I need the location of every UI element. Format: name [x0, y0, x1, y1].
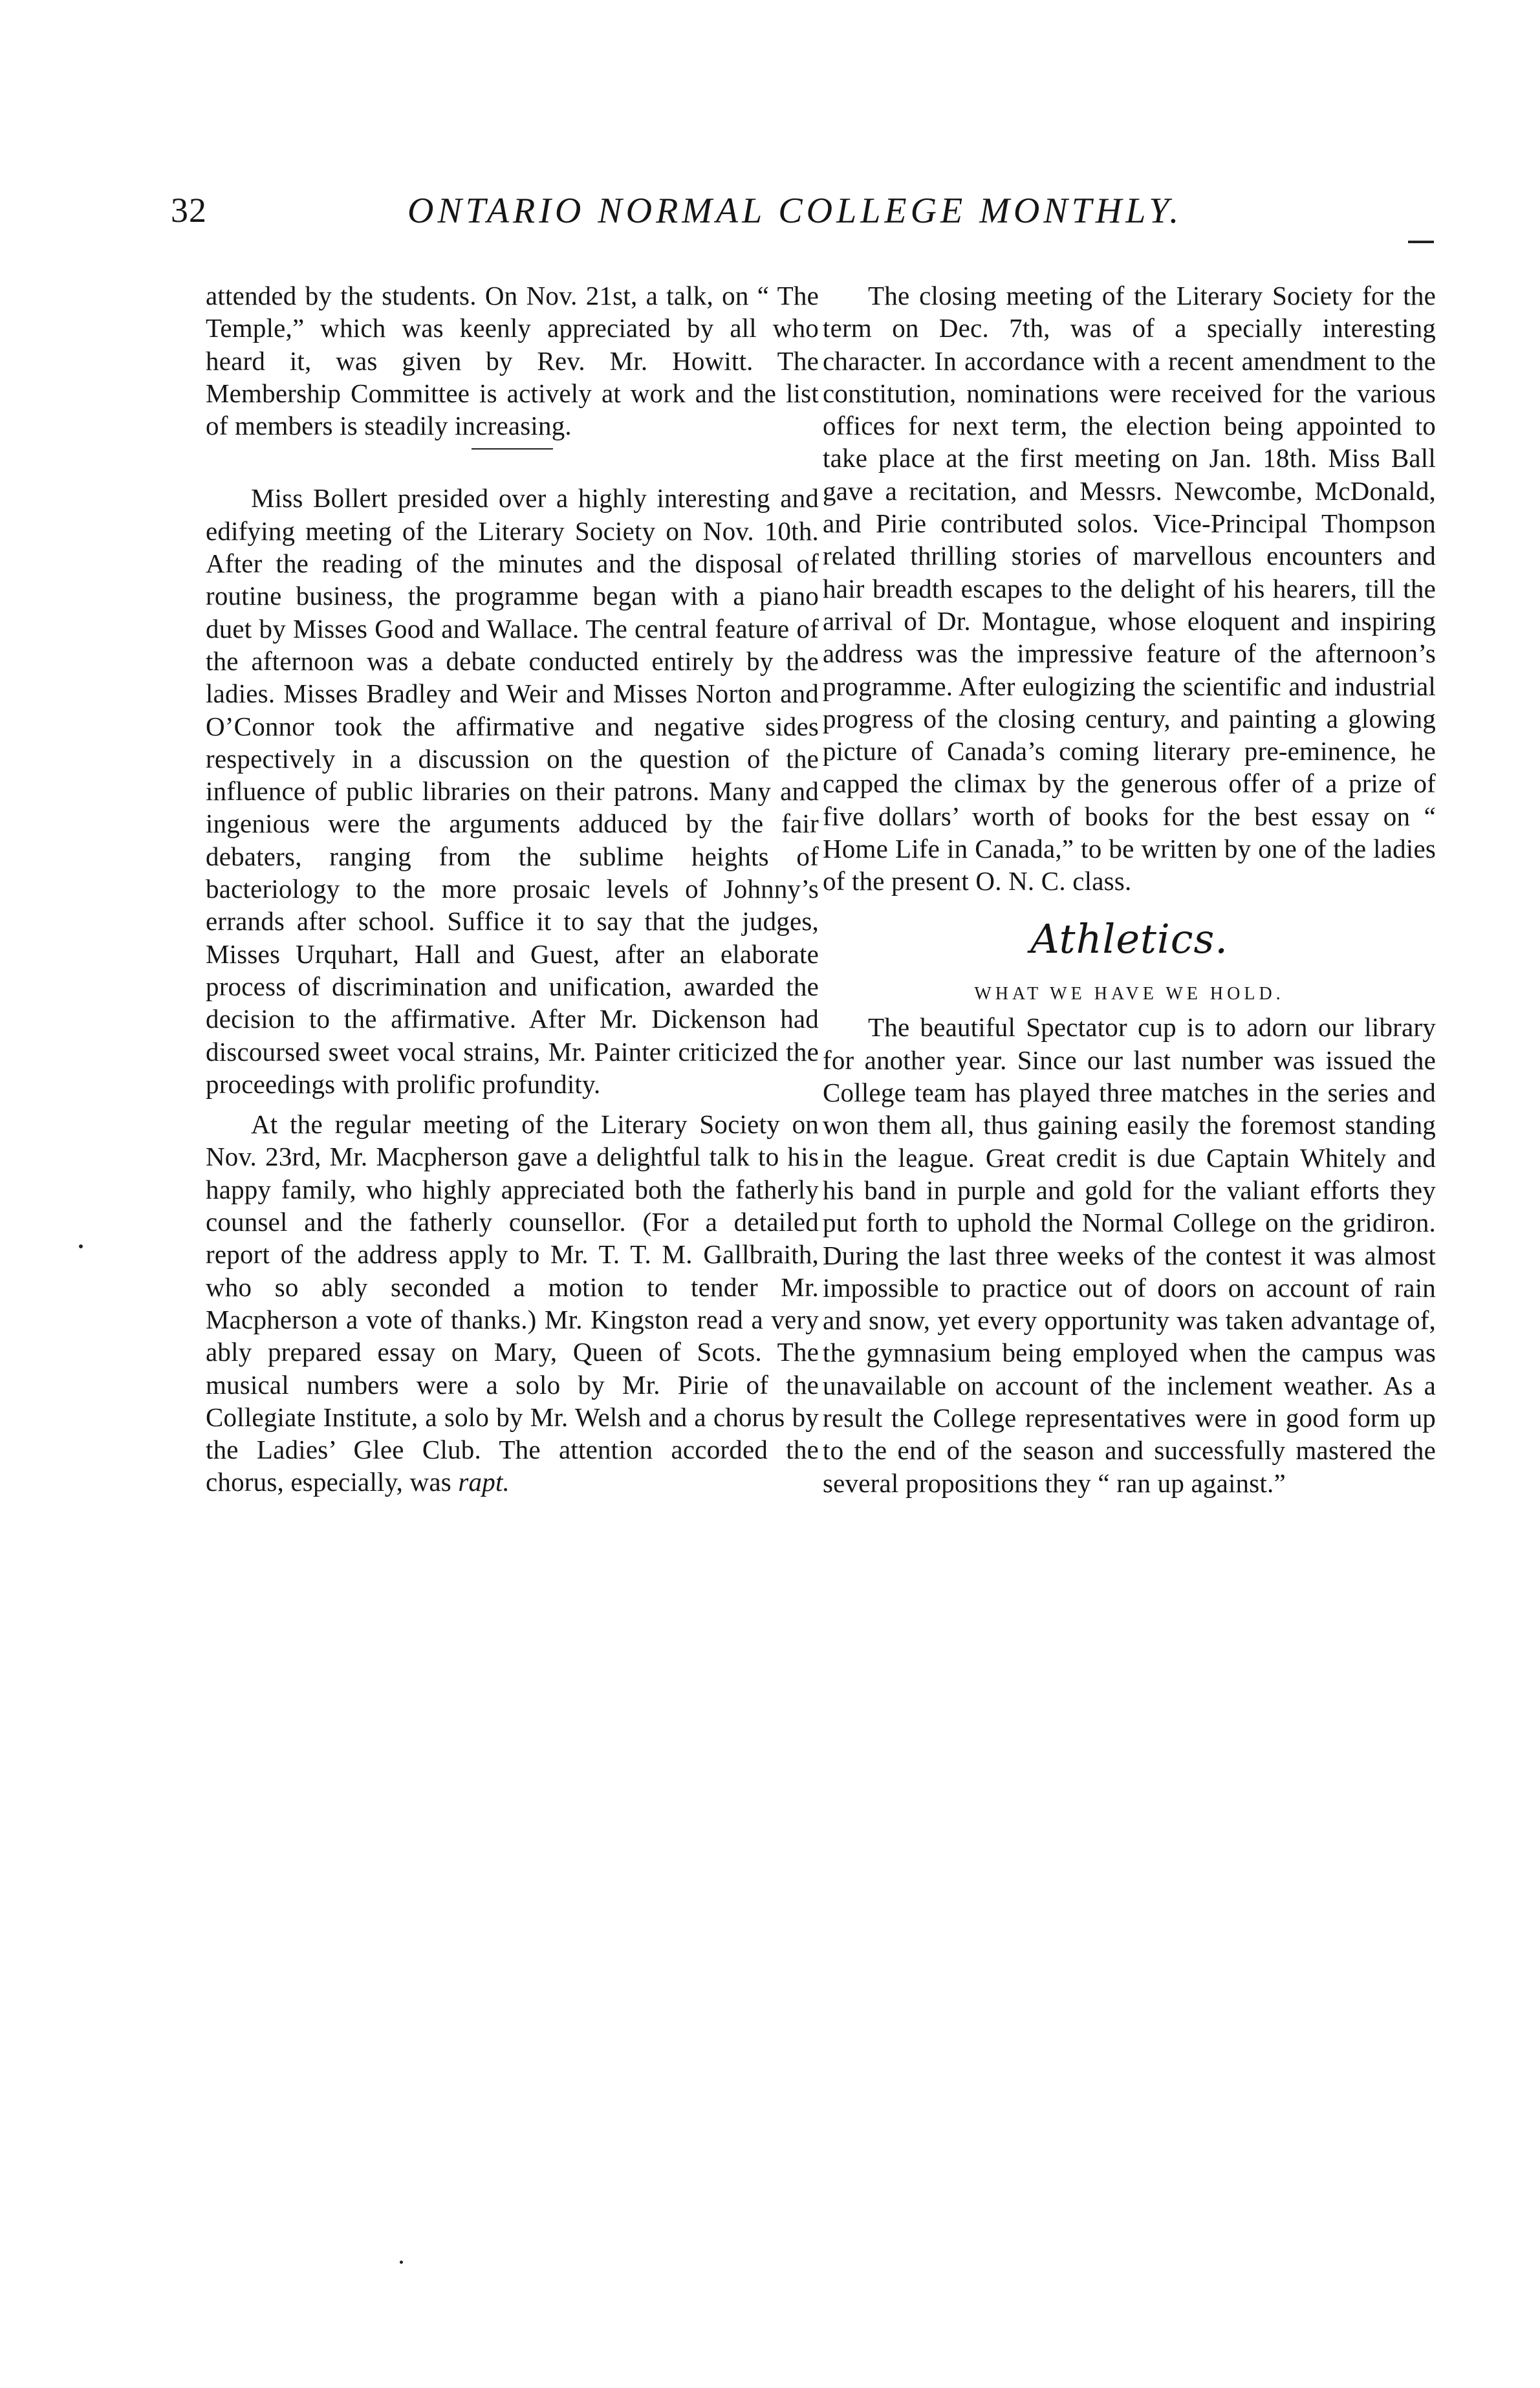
section-divider — [472, 448, 553, 450]
right-column — [823, 279, 1436, 1499]
footer-mark — [400, 2261, 403, 2264]
left-paragraph-1: attended by the students. On Nov. 21st, a talk, on “ The Temple,” which was keenly appreciated by all who heard it, was given by Rev. Mr. Howitt. The Membership Committee is actively at work and the list of members is steadily increasing. — [206, 281, 819, 441]
right-paragraph-2: The beautiful Spectator cup is to adorn our library for another year. Since our last number was issued the College team has played three matches in the series and won them all, thus gaining easily the foremost standing in the league. Great credit is due Captain Whitely and his band in purple and gold for the valiant efforts they put forth to uphold the Normal College on the gridiron. During the last three weeks of the contest it was almost impossible to practice out of doors on account of rain and snow, yet every opportunity was taken advantage of, the gymnasium being employed when the campus was unavailable on account of the inclement weather. As a result the College representatives were in good form up to the end of the season and successfully mastered the several propositions they “ ran up against.” — [823, 1012, 1436, 1498]
left-paragraph-2: Miss Bollert presided over a highly interesting and edifying meeting of the Literary Society on Nov. 10th. After the reading of the minutes and the disposal of routine business, the programme began with a piano duet by Misses Good and Wallace. The central feature of the afternoon was a debate conducted entirely by the ladies. Misses Bradley and Weir and Misses Norton and O’Connor took the affirmative and negative sides respectively in a discussion on the question of the influence of public libraries on their patrons. Many and ingenious were the arguments adduced by the fair debaters, ranging from the sublime heights of bacteriology to the more prosaic levels of Johnny’s errands after school. Suffice it to say that the judges, Misses Urquhart, Hall and Guest, after an elaborate process of discrimination and unification, awarded the decision to the affirmative. After Mr. Dickenson had discoursed sweet vocal strains, Mr. Painter criticized the proceedings with prolific profundity. — [206, 483, 819, 1099]
athletics-heading: Athletics. — [1030, 915, 1229, 962]
page-number: 32 — [171, 191, 207, 230]
running-title: ONTARIO NORMAL COLLEGE MONTHLY. — [407, 191, 1183, 231]
right-paragraph-1: The closing meeting of the Literary Society for the term on Dec. 7th, was of a specially interesting character. In accordance with a recent amendment to the constitution, nominations were received for the various offices for next term, the election being appointed to take place at the first meeting on Jan. 18th. Miss Ball gave a recitation, and Messrs. Newcombe, McDonald, and Pirie contributed solos. Vice-Principal Thompson related thrilling stories of marvellous encounters and hair breadth escapes to the delight of his hearers, till the arrival of Dr. Montague, whose eloquent and inspiring address was the impressive feature of the afternoon’s programme. After eulogizing the scientific and industrial progress of the closing century, and painting a glowing picture of Canada’s coming literary pre-eminence, he capped the climax by the generous offer of a prize of five dollars’ worth of books for the best essay on “ Home Life in Canada,” to be written by one of the ladies of the present O. N. C. class. — [823, 281, 1436, 896]
left-paragraph-3 — [206, 1108, 819, 1499]
paragraph-gap — [206, 1100, 819, 1108]
margin-mark — [79, 1244, 83, 1248]
header-dash — [1408, 241, 1434, 243]
left-column — [206, 279, 819, 1499]
left-paragraph-3-italic: rapt. — [458, 1467, 510, 1497]
athletics-subheading: WHAT WE HAVE WE HOLD. — [974, 983, 1285, 1004]
left-paragraph-3-text: At the regular meeting of the Literary Society on Nov. 23rd, Mr. Macpherson gave a delightful talk to his happy family, who highly appreciated both the fatherly counsel and the fatherly counsellor. (For a detailed report of the address apply to Mr. T. T. M. Gallbraith, who so ably seconded a motion to tender Mr. Macpherson a vote of thanks.) Mr. Kingston read a very ably prepared essay on Mary, Queen of Scots. The musical numbers were a solo by Mr. Pirie of the Collegiate Institute, a solo by Mr. Welsh and a chorus by the Ladies’ Glee Club. The attention accorded the chorus, especially, was — [206, 1109, 819, 1497]
